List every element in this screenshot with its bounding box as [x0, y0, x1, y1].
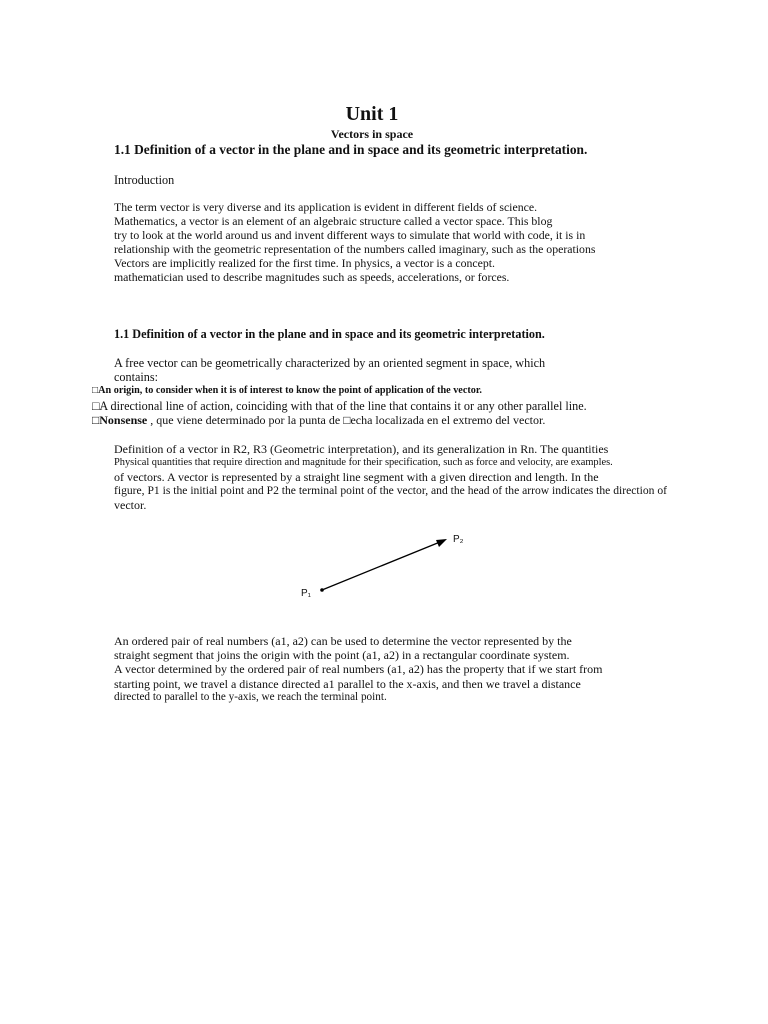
bullet-item — [92, 414, 545, 426]
paragraph-line: mathematician used to describe magnitudes such as speeds, accelerations, or forces. — [114, 270, 510, 284]
p1-label: P₁ — [301, 588, 312, 599]
paragraph-line: of vectors. A vector is represented by a straight line segment with a given direction and length. In the — [114, 470, 599, 484]
paragraph-line: vector. — [114, 498, 147, 512]
paragraph-line: straight segment that joins the origin with the point (a1, a2) in a rectangular coordinate system. — [114, 648, 570, 662]
vector-segment — [322, 542, 440, 590]
introduction-label: Introduction — [114, 173, 175, 187]
section-heading-repeat: 1.1 Definition of a vector in the plane and in space and its geometric interpretation. — [114, 327, 545, 341]
paragraph-line: relationship with the geometric representation of the numbers called imaginary, such as the operations — [114, 242, 596, 256]
page-subtitle: Vectors in space — [330, 127, 414, 141]
paragraph-line: A vector determined by the ordered pair of real numbers (a1, a2) has the property that if we start from — [114, 662, 603, 676]
paragraph-line: Definition of a vector in R2, R3 (Geometric interpretation), and its generalization in Rn. The quantities — [114, 442, 609, 456]
bullet-item: □A directional line of action, coinciding with that of the line that contains it or any other parallel line. — [92, 399, 587, 413]
arrow-head-icon — [436, 539, 447, 547]
paragraph-line: starting point, we travel a distance directed a1 parallel to the x-axis, and then we travel a distance — [114, 677, 581, 691]
vector-arrow-diagram — [290, 528, 480, 608]
page-title: Unit 1 — [345, 103, 399, 125]
paragraph-line: Physical quantities that require direction and magnitude for their specification, such as force and velocity, are examples. — [114, 457, 613, 468]
paragraph-line: figure, P1 is the initial point and P2 the terminal point of the vector, and the head of the arrow indicates the direction of — [114, 484, 667, 497]
paragraph-line: Mathematics, a vector is an element of an algebraic structure called a vector space. This blog — [114, 214, 553, 228]
bullet-item-text: , que viene determinado por la punta de □echa localizada en el extremo del vector. — [147, 413, 546, 427]
bullet-item-bold: □Nonsense — [92, 413, 148, 427]
vector-figure — [290, 528, 480, 608]
paragraph-line: An ordered pair of real numbers (a1, a2) can be used to determine the vector represented by the — [114, 634, 572, 648]
initial-point — [320, 588, 324, 592]
bullet-item: □An origin, to consider when it is of interest to know the point of application of the vector. — [92, 385, 482, 396]
paragraph-line: Vectors are implicitly realized for the first time. In physics, a vector is a concept. — [114, 256, 495, 270]
section-heading: 1.1 Definition of a vector in the plane and in space and its geometric interpretation. — [114, 142, 588, 157]
paragraph-line: A free vector can be geometrically characterized by an oriented segment in space, which — [114, 356, 546, 370]
paragraph-line: The term vector is very diverse and its application is evident in different fields of science. — [114, 200, 538, 214]
paragraph-line: try to look at the world around us and invent different ways to simulate that world with code, it is in — [114, 228, 586, 242]
paragraph-line: contains: — [114, 370, 159, 384]
paragraph-line: directed to parallel to the y-axis, we reach the terminal point. — [114, 691, 387, 703]
p2-label: P₂ — [453, 534, 464, 545]
